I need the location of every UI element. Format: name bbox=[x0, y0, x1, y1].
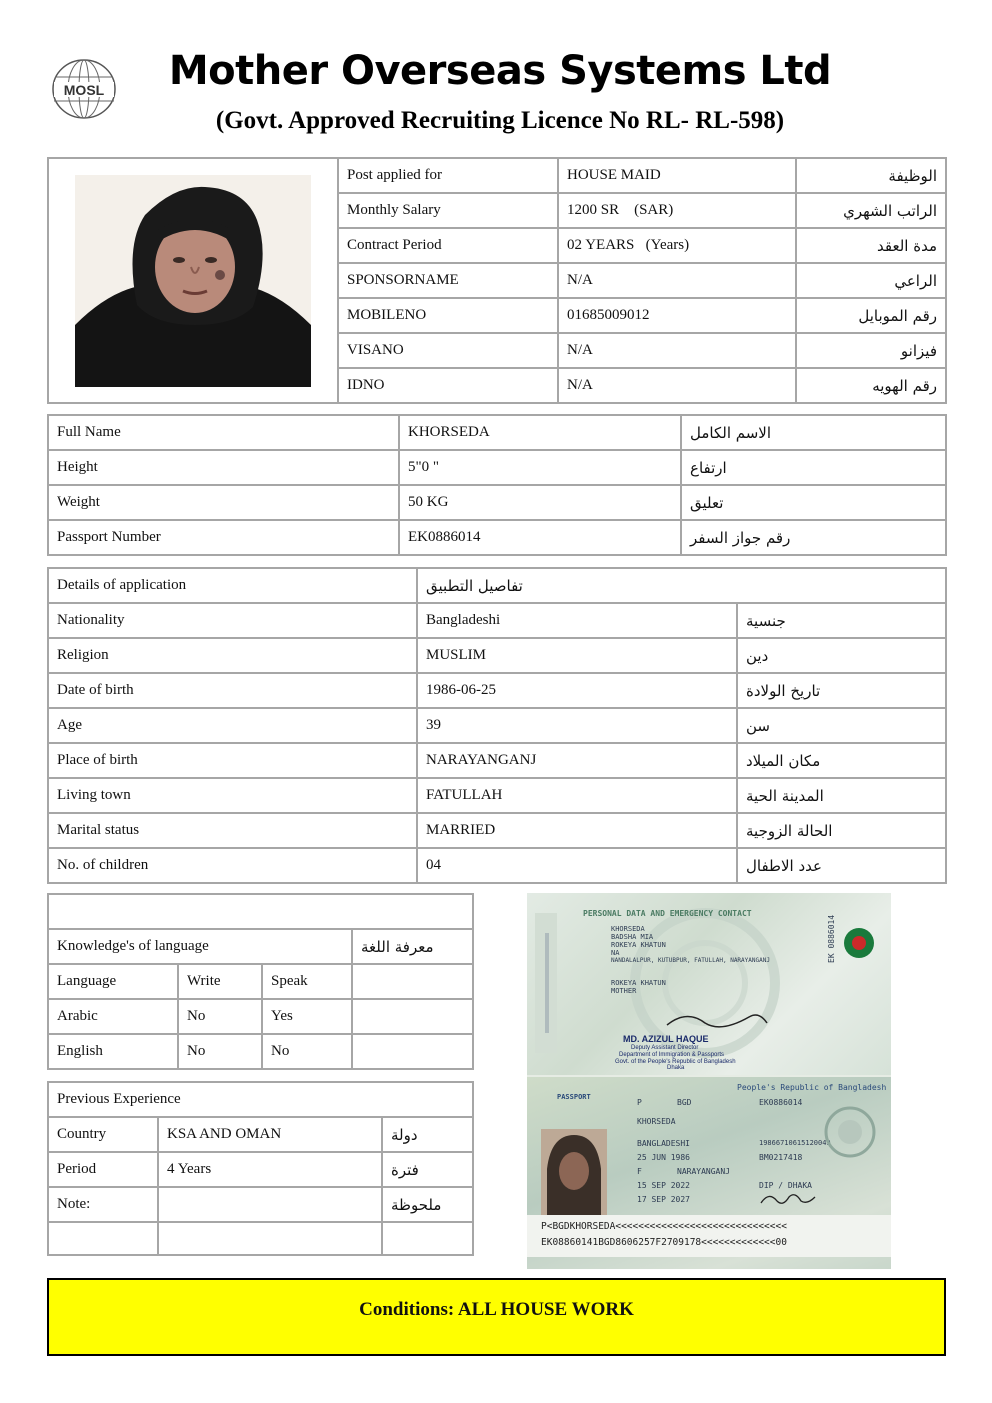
application-value: FATULLAH bbox=[417, 778, 737, 813]
col-write: Write bbox=[178, 964, 262, 999]
application-arabic: سن bbox=[737, 708, 946, 743]
language-title: Knowledge's of language bbox=[48, 929, 352, 964]
experience-label: Country bbox=[48, 1117, 158, 1152]
language-header-row bbox=[48, 964, 473, 999]
job-value: N/A bbox=[558, 368, 796, 403]
personal-arabic: تعليق bbox=[681, 485, 946, 520]
experience-label: Period bbox=[48, 1152, 158, 1187]
col-speak: Speak bbox=[262, 964, 352, 999]
application-header-row bbox=[48, 568, 946, 603]
personal-label: Full Name bbox=[48, 415, 399, 450]
language-table bbox=[47, 893, 474, 1070]
passport-country-code: BGD bbox=[677, 1098, 692, 1107]
application-row bbox=[48, 813, 946, 848]
job-value: HOUSE MAID bbox=[558, 158, 796, 193]
passport-republic: People's Republic of Bangladesh bbox=[737, 1083, 887, 1092]
application-arabic: الحالة الزوجية bbox=[737, 813, 946, 848]
application-label: Date of birth bbox=[48, 673, 417, 708]
passport-personal-no: 19866710615120049 bbox=[759, 1139, 831, 1147]
job-arabic: رقم الهويه bbox=[796, 368, 946, 403]
language-name: English bbox=[48, 1034, 178, 1069]
job-label: Post applied for bbox=[338, 158, 558, 193]
passport-father: BADSHA MIA bbox=[611, 933, 654, 941]
application-table bbox=[47, 567, 947, 884]
language-name: Arabic bbox=[48, 999, 178, 1034]
application-row bbox=[48, 638, 946, 673]
application-row bbox=[48, 778, 946, 813]
job-arabic: مدة العقد bbox=[796, 228, 946, 263]
job-label: Contract Period bbox=[338, 228, 558, 263]
application-label: Living town bbox=[48, 778, 417, 813]
col-language: Language bbox=[48, 964, 178, 999]
job-arabic: رقم الموبايل bbox=[796, 298, 946, 333]
passport-photo-page bbox=[527, 1077, 891, 1269]
passport-previous-no: BM0217418 bbox=[759, 1153, 803, 1162]
passport-mrz-line1: P<BGDKHORSEDA<<<<<<<<<<<<<<<<<<<<<<<<<<<<<< bbox=[541, 1221, 787, 1232]
passport-emergency-contact: ROKEYA KHATUN bbox=[611, 979, 666, 987]
company-logo bbox=[51, 58, 117, 120]
logo-text: MOSL bbox=[63, 82, 105, 98]
passport-city: Dhaka bbox=[667, 1065, 685, 1071]
personal-value: 5"0 " bbox=[399, 450, 681, 485]
passport-department: Department of Immigration & Passports bbox=[619, 1052, 725, 1058]
application-arabic: المدينة الحية bbox=[737, 778, 946, 813]
passport-nationality: BANGLADESHI bbox=[637, 1139, 690, 1148]
job-label: Monthly Salary bbox=[338, 193, 558, 228]
personal-row bbox=[48, 485, 946, 520]
application-arabic: دين bbox=[737, 638, 946, 673]
language-title-arabic: معرفة اللغة bbox=[352, 929, 473, 964]
experience-value: KSA AND OMAN bbox=[158, 1117, 382, 1152]
passport-number: EK0886014 bbox=[759, 1098, 803, 1107]
job-value: N/A bbox=[558, 263, 796, 298]
application-row bbox=[48, 603, 946, 638]
application-value: MUSLIM bbox=[417, 638, 737, 673]
passport-holder-photo bbox=[541, 1129, 607, 1215]
passport-data-page bbox=[527, 893, 891, 1075]
applicant-photo bbox=[75, 175, 311, 387]
job-label: VISANO bbox=[338, 333, 558, 368]
application-label: Age bbox=[48, 708, 417, 743]
language-write: No bbox=[178, 1034, 262, 1069]
passport-holder-name: KHORSEDA bbox=[611, 925, 645, 933]
job-arabic: الراتب الشهري bbox=[796, 193, 946, 228]
job-row-post bbox=[48, 158, 946, 193]
passport-expiry-date: 17 SEP 2027 bbox=[637, 1195, 690, 1204]
passport-mrz-line2: EK08860141BGD8606257F2709178<<<<<<<<<<<<<00 bbox=[541, 1237, 787, 1248]
application-arabic: عدد الاطفال bbox=[737, 848, 946, 883]
passport-signatory-title: Deputy Assistant Director bbox=[631, 1045, 699, 1051]
application-label: Religion bbox=[48, 638, 417, 673]
passport-scan bbox=[527, 893, 891, 1269]
application-value: 39 bbox=[417, 708, 737, 743]
language-title-row bbox=[48, 929, 473, 964]
experience-arabic: فترة bbox=[382, 1152, 473, 1187]
personal-label: Passport Number bbox=[48, 520, 399, 555]
application-value: Bangladeshi bbox=[417, 603, 737, 638]
passport-authority: DIP / DHAKA bbox=[759, 1181, 812, 1190]
passport-dob: 25 JUN 1986 bbox=[637, 1153, 690, 1162]
experience-title-row bbox=[48, 1082, 473, 1117]
application-label: No. of children bbox=[48, 848, 417, 883]
application-label: Marital status bbox=[48, 813, 417, 848]
language-blank-row bbox=[48, 894, 473, 929]
job-label: IDNO bbox=[338, 368, 558, 403]
experience-row bbox=[48, 1117, 473, 1152]
personal-label: Height bbox=[48, 450, 399, 485]
application-arabic: جنسية bbox=[737, 603, 946, 638]
application-arabic: مكان الميلاد bbox=[737, 743, 946, 778]
passport-signature bbox=[759, 1189, 819, 1209]
passport-sex: F bbox=[637, 1167, 642, 1176]
application-row bbox=[48, 673, 946, 708]
application-label: Place of birth bbox=[48, 743, 417, 778]
passport-type: P bbox=[637, 1098, 642, 1107]
job-label: SPONSORNAME bbox=[338, 263, 558, 298]
experience-title: Previous Experience bbox=[48, 1082, 473, 1117]
passport-relationship: MOTHER bbox=[611, 987, 637, 995]
experience-value: 4 Years bbox=[158, 1152, 382, 1187]
application-label: Nationality bbox=[48, 603, 417, 638]
experience-table bbox=[47, 1081, 474, 1256]
personal-label: Weight bbox=[48, 485, 399, 520]
passport-label: PASSPORT bbox=[557, 1093, 591, 1101]
personal-arabic: ارتفاع bbox=[681, 450, 946, 485]
passport-government: Govt. of the People's Republic of Bangladesh bbox=[615, 1059, 736, 1065]
experience-label: Note: bbox=[48, 1187, 158, 1222]
application-arabic: تاريخ الولادة bbox=[737, 673, 946, 708]
personal-table bbox=[47, 414, 947, 556]
company-name: Mother Overseas Systems Ltd bbox=[168, 48, 832, 94]
application-value: 04 bbox=[417, 848, 737, 883]
passport-issue-date: 15 SEP 2022 bbox=[637, 1181, 690, 1190]
job-arabic: الوظيفة bbox=[796, 158, 946, 193]
experience-value bbox=[158, 1187, 382, 1222]
job-value: 01685009012 bbox=[558, 298, 796, 333]
application-row bbox=[48, 848, 946, 883]
language-row bbox=[48, 999, 473, 1034]
application-value: 1986-06-25 bbox=[417, 673, 737, 708]
job-table bbox=[47, 157, 947, 404]
experience-arabic: دولة bbox=[382, 1117, 473, 1152]
personal-row bbox=[48, 450, 946, 485]
job-label: MOBILENO bbox=[338, 298, 558, 333]
job-value: N/A bbox=[558, 333, 796, 368]
personal-value: EK0886014 bbox=[399, 520, 681, 555]
passport-name: KHORSEDA bbox=[637, 1117, 676, 1126]
language-speak: Yes bbox=[262, 999, 352, 1034]
personal-row bbox=[48, 520, 946, 555]
job-value: 1200 SR (SAR) bbox=[558, 193, 796, 228]
job-value: 02 YEARS (Years) bbox=[558, 228, 796, 263]
passport-address: NANDALALPUR, KUTUBPUR, FATULLAH, NARAYANGANJ bbox=[611, 957, 770, 964]
experience-row bbox=[48, 1187, 473, 1222]
application-header-label: Details of application bbox=[48, 568, 417, 603]
personal-value: 50 KG bbox=[399, 485, 681, 520]
passport-heading: PERSONAL DATA AND EMERGENCY CONTACT bbox=[583, 909, 752, 918]
application-header-arabic: تفاصيل التطبيق bbox=[417, 568, 946, 603]
licence-line: (Govt. Approved Recruiting Licence No RL- RL-598) bbox=[215, 107, 785, 134]
passport-hologram bbox=[823, 1105, 877, 1159]
experience-arabic: ملحوظة bbox=[382, 1187, 473, 1222]
applicant-photo-cell bbox=[48, 158, 338, 403]
personal-value: KHORSEDA bbox=[399, 415, 681, 450]
application-value: MARRIED bbox=[417, 813, 737, 848]
job-arabic: فيزانو bbox=[796, 333, 946, 368]
application-row bbox=[48, 708, 946, 743]
passport-side-number: EK 0886014 bbox=[827, 914, 836, 963]
language-write: No bbox=[178, 999, 262, 1034]
experience-row bbox=[48, 1152, 473, 1187]
job-arabic: الراعي bbox=[796, 263, 946, 298]
experience-blank-row bbox=[48, 1222, 473, 1255]
application-value: NARAYANGANJ bbox=[417, 743, 737, 778]
personal-row bbox=[48, 415, 946, 450]
passport-signatory: MD. AZIZUL HAQUE bbox=[623, 1034, 709, 1044]
personal-arabic: الاسم الكامل bbox=[681, 415, 946, 450]
language-row bbox=[48, 1034, 473, 1069]
personal-arabic: رقم جواز السفر bbox=[681, 520, 946, 555]
conditions-banner: Conditions: ALL HOUSE WORK bbox=[47, 1278, 946, 1356]
language-speak: No bbox=[262, 1034, 352, 1069]
passport-mother: ROKEYA KHATUN bbox=[611, 941, 666, 949]
application-row bbox=[48, 743, 946, 778]
passport-place-of-birth: NARAYANGANJ bbox=[677, 1167, 730, 1176]
passport-spouse: NA bbox=[611, 949, 620, 957]
